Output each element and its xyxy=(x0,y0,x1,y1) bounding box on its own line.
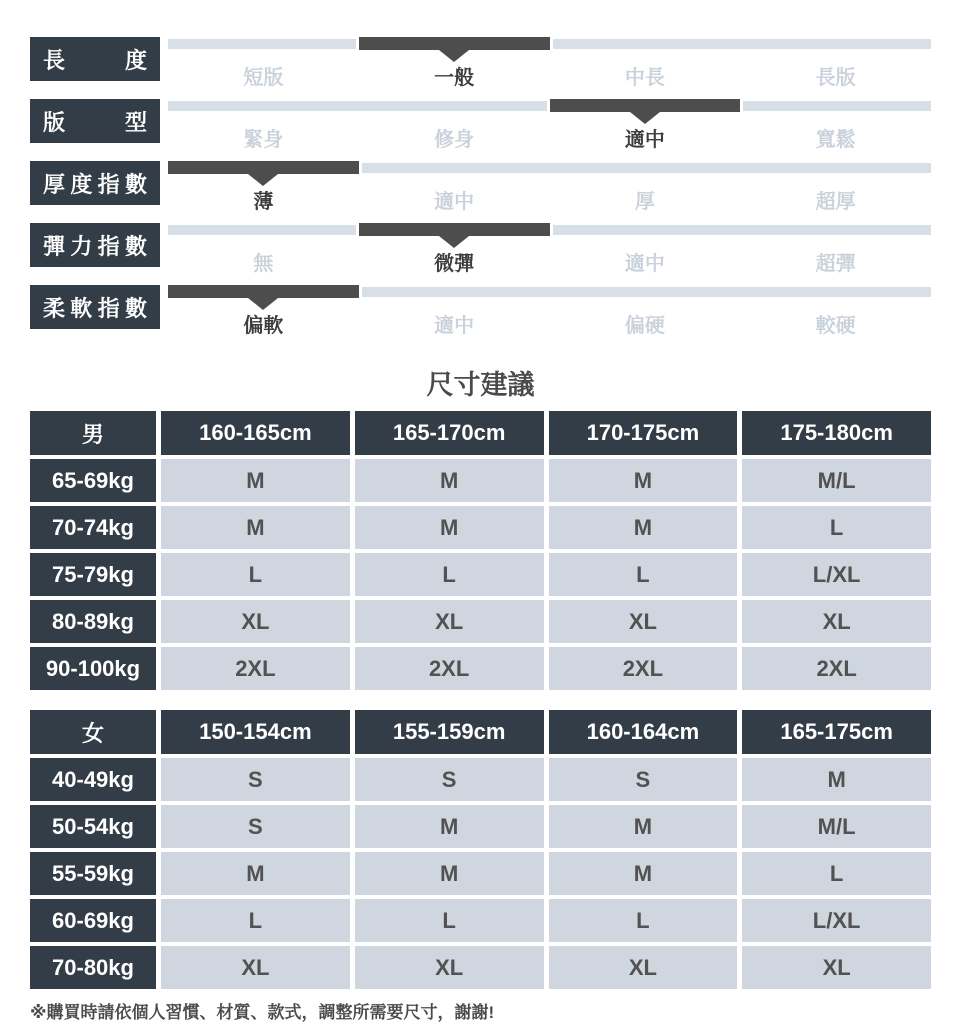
size-cell: 2XL xyxy=(742,647,931,690)
slider-track-wrap xyxy=(168,285,931,298)
size-cell: XL xyxy=(355,600,544,643)
size-cell: M xyxy=(355,805,544,848)
slider-selected-segment xyxy=(359,223,550,236)
size-cell: S xyxy=(549,758,738,801)
size-cell: M xyxy=(161,459,350,502)
size-cell: XL xyxy=(742,600,931,643)
men-column-header: 165-170cm xyxy=(355,411,544,455)
slider-option: 適中 xyxy=(434,191,475,213)
men-row-label: 80-89kg xyxy=(30,600,156,643)
attr-label-text: 厚 度 指 數 xyxy=(43,171,147,197)
size-cell: M xyxy=(355,459,544,502)
size-cell: L/XL xyxy=(742,553,931,596)
size-cell: 2XL xyxy=(161,647,350,690)
size-cell: XL xyxy=(355,946,544,989)
purchase-footnote: ※購買時請依個人習慣、材質、款式，調整所需要尺寸，謝謝! xyxy=(30,1003,495,1022)
slider-track-wrap xyxy=(168,99,931,112)
attr-label-softness xyxy=(30,285,160,329)
attr-label-text: 版 型 xyxy=(43,109,147,135)
women-column-header: 155-159cm xyxy=(355,710,544,754)
size-cell: L xyxy=(161,553,350,596)
men-row-label: 65-69kg xyxy=(30,459,156,502)
slider-track xyxy=(168,225,931,235)
slider-row-fit xyxy=(30,99,931,161)
attr-label-text: 長 度 xyxy=(43,47,147,73)
slider-option: 修身 xyxy=(434,129,475,151)
size-cell: S xyxy=(161,758,350,801)
men-size-table xyxy=(30,411,931,690)
slider-track-wrap xyxy=(168,37,931,50)
size-cell: L xyxy=(549,899,738,942)
women-row-label: 60-69kg xyxy=(30,899,156,942)
size-cell: M xyxy=(549,506,738,549)
size-cell: M xyxy=(355,852,544,895)
size-cell: M xyxy=(161,506,350,549)
men-column-header: 160-165cm xyxy=(161,411,350,455)
size-cell: L xyxy=(355,899,544,942)
slider-row-length xyxy=(30,37,931,99)
slider-option: 短版 xyxy=(243,67,284,89)
size-cell: S xyxy=(355,758,544,801)
women-row-label: 55-59kg xyxy=(30,852,156,895)
slider-row-softness xyxy=(30,285,931,347)
slider-option: 厚 xyxy=(634,191,655,213)
slider-selected-segment xyxy=(359,37,550,50)
attr-label-length xyxy=(30,37,160,81)
length-slider xyxy=(168,37,931,90)
slider-track-wrap xyxy=(168,161,931,174)
slider-option: 適中 xyxy=(434,315,475,337)
women-row-label: 70-80kg xyxy=(30,946,156,989)
softness-slider xyxy=(168,285,931,338)
attr-label-fit xyxy=(30,99,160,143)
slider-option: 偏硬 xyxy=(624,315,665,337)
size-cell: L xyxy=(161,899,350,942)
fit-slider xyxy=(168,99,931,152)
women-row-label: 50-54kg xyxy=(30,805,156,848)
size-cell: L xyxy=(355,553,544,596)
size-cell: L xyxy=(742,852,931,895)
attr-label-thickness xyxy=(30,161,160,205)
slider-options xyxy=(168,61,931,90)
size-cell: 2XL xyxy=(355,647,544,690)
men-column-header: 175-180cm xyxy=(742,411,931,455)
slider-track-wrap xyxy=(168,223,931,236)
size-cell: M xyxy=(161,852,350,895)
slider-track xyxy=(168,39,931,49)
size-cell: 2XL xyxy=(549,647,738,690)
size-cell: S xyxy=(161,805,350,848)
slider-option: 一般 xyxy=(434,67,475,89)
size-cell: M xyxy=(549,805,738,848)
women-row-label: 40-49kg xyxy=(30,758,156,801)
size-section-title: 尺寸建議 xyxy=(426,370,535,400)
size-cell: M xyxy=(549,852,738,895)
slider-options xyxy=(168,247,931,276)
slider-option: 寬鬆 xyxy=(815,129,856,151)
size-cell: M/L xyxy=(742,459,931,502)
slider-selected-segment xyxy=(168,285,359,298)
size-cell: XL xyxy=(161,600,350,643)
attr-label-text: 彈 力 指 數 xyxy=(43,233,147,259)
size-cell: L xyxy=(742,506,931,549)
slider-option: 長版 xyxy=(815,67,856,89)
slider-option: 薄 xyxy=(253,191,274,213)
slider-row-thickness xyxy=(30,161,931,223)
men-column-header: 170-175cm xyxy=(549,411,738,455)
slider-selected-segment xyxy=(550,99,741,112)
women-size-table xyxy=(30,710,931,989)
size-cell: L xyxy=(549,553,738,596)
slider-options xyxy=(168,185,931,214)
slider-options xyxy=(168,123,931,152)
slider-option: 超厚 xyxy=(815,191,856,213)
slider-option: 微彈 xyxy=(434,253,475,275)
slider-selected-segment xyxy=(168,161,359,174)
size-cell: XL xyxy=(742,946,931,989)
slider-option: 適中 xyxy=(624,129,665,151)
slider-option: 較硬 xyxy=(815,315,856,337)
slider-option: 中長 xyxy=(624,67,665,89)
thickness-slider xyxy=(168,161,931,214)
size-cell: M xyxy=(742,758,931,801)
elasticity-slider xyxy=(168,223,931,276)
women-column-header: 150-154cm xyxy=(161,710,350,754)
slider-option: 超彈 xyxy=(815,253,856,275)
slider-option: 偏軟 xyxy=(243,315,284,337)
size-cell: M/L xyxy=(742,805,931,848)
men-row-label: 70-74kg xyxy=(30,506,156,549)
size-cell: XL xyxy=(549,600,738,643)
size-cell: L/XL xyxy=(742,899,931,942)
slider-row-elasticity xyxy=(30,223,931,285)
men-row-label: 90-100kg xyxy=(30,647,156,690)
slider-option: 無 xyxy=(253,253,274,275)
women-column-header: 160-164cm xyxy=(549,710,738,754)
men-row-label: 75-79kg xyxy=(30,553,156,596)
slider-option: 適中 xyxy=(624,253,665,275)
size-cell: XL xyxy=(161,946,350,989)
attr-label-text: 柔 軟 指 數 xyxy=(43,295,147,321)
women-column-header: 165-175cm xyxy=(742,710,931,754)
attr-label-elasticity xyxy=(30,223,160,267)
size-cell: XL xyxy=(549,946,738,989)
attribute-sliders xyxy=(30,37,931,347)
women-corner-header: 女 xyxy=(30,710,156,754)
men-corner-header: 男 xyxy=(30,411,156,455)
slider-option: 緊身 xyxy=(243,129,284,151)
slider-options xyxy=(168,309,931,338)
size-cell: M xyxy=(549,459,738,502)
size-cell: M xyxy=(355,506,544,549)
